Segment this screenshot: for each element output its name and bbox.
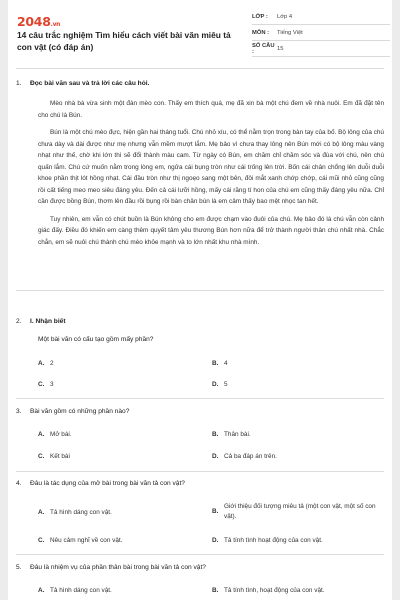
option-b[interactable] (212, 502, 382, 522)
passage-paragraph: Tuy nhiên, em vẫn có chút buồn là Bún không cho em được chạm vào đuôi của chú. Mẹ bảo đó là chú vẫn còn cảnh giác đấy. Điều đó khiến em càng thêm quyết tâm yêu thương Bún hơn nữa để trở thành người thân chú nhất nhà. Chắc chắn, em sẽ nuôi chú thành chú mèo khỏe mạnh và to lớn nhất khu nhà mình. (38, 215, 384, 246)
meta-row-grade (252, 9, 390, 25)
option-text: Tả tính tình hoạt động của con vật. (224, 537, 323, 544)
option-text: Tả hình dáng con vật. (50, 587, 112, 594)
option-a[interactable] (38, 359, 198, 369)
option-letter: D. (212, 381, 219, 388)
meta-value: Tiếng Việt (277, 29, 303, 36)
option-text: Thân bài. (224, 431, 251, 438)
divider (16, 398, 384, 399)
option-a[interactable] (38, 430, 198, 440)
question-text: Bài văn gồm có những phần nào? (30, 408, 130, 415)
option-text: 3 (50, 381, 54, 388)
question-4 (16, 480, 384, 487)
option-c[interactable] (38, 536, 198, 546)
passage-paragraph: Mèo nhà bà vừa sinh một đàn mèo con. Thấy em thích quá, mẹ đã xin bà một chú đem về nhà nuôi. Em đã đặt tên cho chú là Bún. (38, 100, 384, 119)
option-letter: A. (38, 431, 45, 438)
meta-label: SỐ CÂU : (252, 42, 275, 55)
option-a[interactable] (38, 586, 198, 596)
question-number: 2. (16, 318, 22, 325)
page-header (8, 0, 392, 60)
divider (16, 68, 384, 69)
option-text: Nêu cảm nghĩ về con vật. (50, 537, 123, 544)
option-text: Mở bài. (50, 431, 72, 438)
question-text: Một bài văn có cấu tạo gồm mấy phần? (38, 336, 154, 343)
meta-value: 15 (277, 45, 284, 52)
reading-passage (38, 98, 384, 248)
meta-row-subject (252, 25, 390, 41)
option-letter: A. (38, 509, 45, 516)
question-2 (16, 318, 384, 325)
meta-value: Lớp 4 (277, 13, 293, 20)
option-d[interactable] (212, 536, 382, 546)
question-5 (16, 564, 384, 571)
option-text: 4 (224, 360, 228, 367)
option-b[interactable] (212, 359, 382, 369)
option-letter: B. (212, 508, 219, 515)
option-b[interactable] (212, 586, 382, 596)
question-text: Đâu là nhiệm vụ của phần thân bài trong bài văn tả con vật? (30, 564, 206, 571)
question-text: Đâu là tác dụng của mở bài trong bài văn tả con vật? (30, 480, 185, 487)
option-a[interactable] (38, 508, 198, 518)
meta-table (252, 9, 390, 57)
question-text: Đọc bài văn sau và trả lời các câu hỏi. (30, 80, 150, 87)
option-letter: C. (38, 381, 45, 388)
divider (16, 290, 384, 291)
question-1 (16, 80, 384, 87)
question-number: 3. (16, 408, 22, 415)
option-c[interactable] (38, 380, 198, 390)
option-letter: D. (212, 537, 219, 544)
option-d[interactable] (212, 452, 382, 462)
logo-suffix: .vn (50, 21, 61, 28)
option-text: 5 (224, 381, 228, 388)
divider (16, 471, 384, 472)
passage-paragraph: Bún là một chú mèo đực, hiện gần hai tháng tuổi. Chú nhỏ xíu, có thể nằm trọn trong bàn tay của bố. Bộ lông của chú chưa dày và dài được như mẹ nhưng vẫn mềm mượt lắm. Mẹ bảo vì chưa thay lông nên Bún mới có bộ lông màu vàng nhạt như thế, chờ khi lớn thì sẽ đổi thành màu cam. Từ ngày có Bún, em chăm chỉ chăm sóc và đùa với chú, nên chú quấn lắm. Chú cứ muốn nằm trong lòng em, ngửa cái bụng tròn như cái trống lên trời. Bốn cái chân chổng lên duỗi duỗi khoe phần thịt lót hồng nhạt. Cái đầu tròn như thị ngoẹo sang một bên, đôi mắt xanh chớp chớp, cái mũi nhỏ cũng cũng rồi cất tiếng meo meo siêu đáng yêu. Đến cả cái lưỡi hồng, mấy cái răng tí hon của chú em cũng thấy đáng yêu nữa. Chỉ cần được bồng Bún, thơm lên đầu rồi bụng rồi bàn chân bún là em cảm thấy bao mệt nhọc tan hết. (38, 129, 384, 205)
section-heading: I. Nhận biết (30, 318, 66, 325)
meta-row-count (252, 41, 390, 57)
option-letter: B. (212, 587, 219, 594)
option-text: Giới thiệu đối tượng miêu tả (một con vật, một số con vật). (224, 503, 376, 520)
option-d[interactable] (212, 380, 382, 390)
option-letter: B. (212, 360, 219, 367)
meta-label: LỚP : (252, 13, 268, 20)
option-letter: A. (38, 360, 45, 367)
option-letter: C. (38, 537, 45, 544)
option-text: Kết bài (50, 453, 70, 460)
meta-label: MÔN : (252, 29, 270, 36)
question-number: 4. (16, 480, 22, 487)
option-text: Tả tính tình, hoạt động của con vật. (224, 587, 325, 594)
option-c[interactable] (38, 452, 198, 462)
option-letter: C. (38, 453, 45, 460)
option-text: Tả hình dáng con vật. (50, 509, 112, 516)
worksheet-page (8, 0, 392, 600)
option-letter: D. (212, 453, 219, 460)
question-number: 5. (16, 564, 22, 571)
question-number: 1. (16, 80, 22, 87)
divider (16, 554, 384, 555)
page-title: 14 câu trắc nghiệm Tìm hiểu cách viết bài văn miêu tả con vật (có đáp án) (17, 30, 231, 52)
option-letter: B. (212, 431, 219, 438)
option-text: Cả ba đáp án trên. (224, 453, 277, 460)
option-text: 2 (50, 360, 54, 367)
site-logo[interactable] (17, 14, 60, 29)
logo-text: 2048 (17, 14, 51, 29)
question-2-text (38, 336, 384, 343)
option-b[interactable] (212, 430, 382, 440)
question-3 (16, 408, 384, 415)
option-letter: A. (38, 587, 45, 594)
